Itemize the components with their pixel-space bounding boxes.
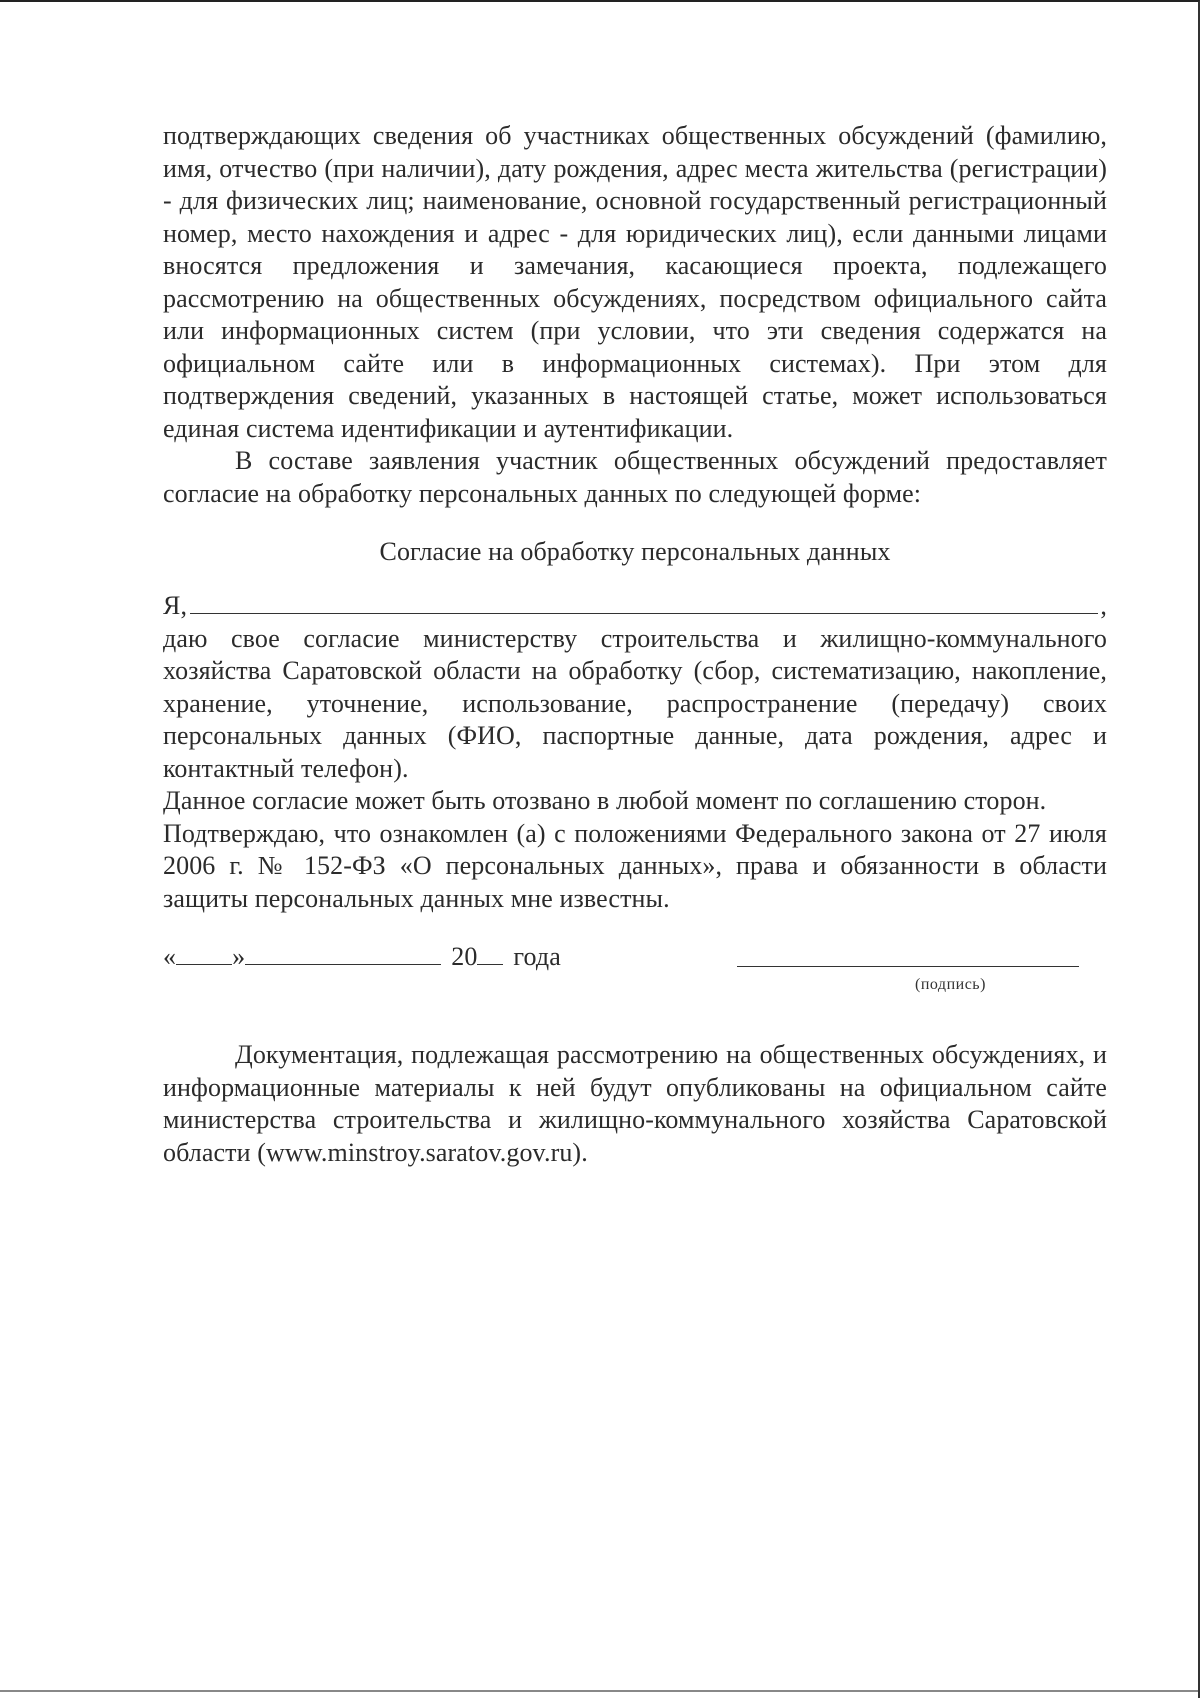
signature-line — [737, 966, 1079, 967]
day-blank-field — [176, 942, 232, 965]
acknowledgement-paragraph: Подтверждаю, что ознакомлен (а) с положениями Федерального закона от 27 июля 2006 г. № 152-ФЗ «О персональных данных», права и обязанности в области защиты персональных данных мне известны. — [163, 818, 1107, 913]
date-signature-row — [163, 941, 1107, 1033]
name-blank-field — [190, 589, 1098, 614]
name-line — [163, 589, 1107, 623]
date-open-quote: « — [163, 942, 177, 971]
year-prefix: 20 — [451, 942, 478, 971]
document-body — [163, 120, 1107, 1169]
month-blank-field — [245, 942, 441, 965]
revocation-paragraph: Данное согласие может быть отозвано в любой момент по соглашению сторон. — [163, 786, 1047, 815]
signature-caption: (подпись) — [915, 976, 986, 993]
name-prefix: Я, — [163, 590, 188, 620]
scan-edge-line — [0, 1690, 1200, 1692]
date-close-quote: » — [232, 942, 246, 971]
consent-form-title: Согласие на обработку персональных данных — [379, 537, 891, 566]
year-suffix: года — [513, 942, 561, 971]
name-suffix: , — [1100, 590, 1107, 620]
consent-text-paragraph: даю свое согласие министерству строительства и жилищно-коммунального хозяйства Саратовской области на обработку (сбор, систематизацию, накопление, хранение, уточнение, использование, распространение (передачу) своих персональных данных (ФИО, паспортные данные, дата рождения, адрес и контактный телефон). — [163, 623, 1107, 783]
intro-paragraph: подтверждающих сведения об участниках общественных обсуждений (фамилию, имя, отчество (при наличии), дату рождения, адрес места жительства (регистрации) - для физических лиц; наименование, основной государственный регистрационный номер, место нахождения и адрес - для юридических лиц), если данными лицами вносятся предложения и замечания, касающиеся проекта, подлежащего рассмотрению на общественных обсуждениях, посредством официального сайта или информационных систем (при условии, что эти сведения содержатся на официальном сайте или в информационных системах). При этом для подтверждения сведений, указанных в настоящей статье, может использоваться единая система идентификации и аутентификации. — [163, 121, 1107, 443]
date-group — [163, 941, 561, 974]
consent-intro-paragraph: В составе заявления участник общественных обсуждений предоставляет согласие на обработку персональных данных по следующей форме: — [163, 446, 1107, 508]
year-blank-field — [477, 942, 503, 965]
final-paragraph: Документация, подлежащая рассмотрению на общественных обсуждениях, и информационные материалы к ней будут опубликованы на официальном сайте министерства строительства и жилищно-коммунального хозяйства Саратовской области (www.minstroy.saratov.gov.ru). — [163, 1040, 1107, 1167]
